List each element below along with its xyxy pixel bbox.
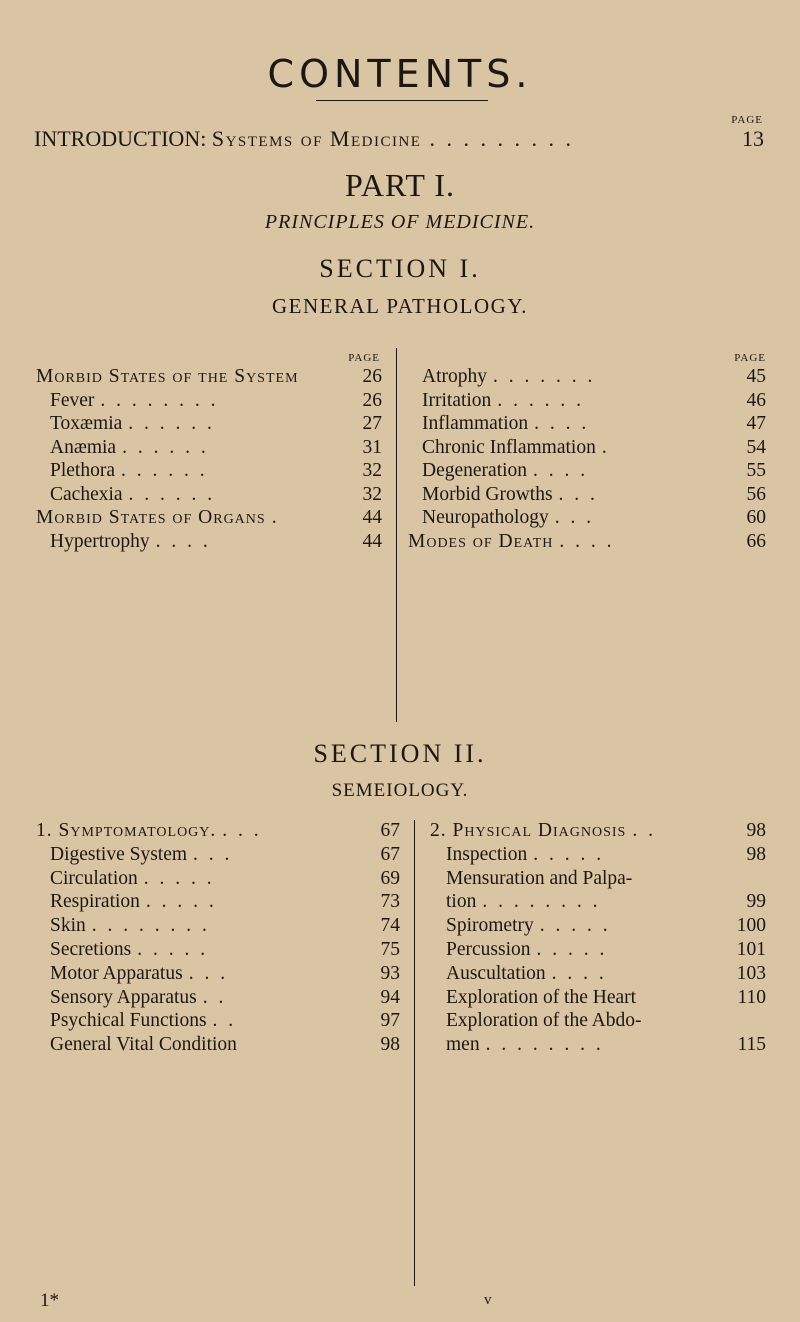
- toc-leader-dots: . . . . .: [143, 867, 215, 889]
- toc-entry: [50, 939, 400, 961]
- toc-entry-page: 99: [746, 891, 766, 913]
- toc-entry: [50, 1034, 400, 1056]
- toc-entry-label: Degeneration: [422, 460, 528, 481]
- toc-entry-page: 66: [746, 530, 766, 552]
- toc-entry-page: 97: [380, 1010, 400, 1032]
- toc-leader-dots: . . .: [222, 820, 262, 841]
- toc-entry-page: 56: [746, 483, 766, 505]
- toc-leader-dots: . . . . .: [145, 891, 217, 913]
- toc-entry-label: Fever: [50, 389, 95, 411]
- toc-entry: [50, 531, 382, 553]
- toc-entry-page: 27: [362, 413, 382, 434]
- toc-entry-label: Skin: [50, 915, 86, 937]
- section-2-title: SECTION II.: [313, 739, 487, 768]
- toc-entry: [446, 1034, 766, 1056]
- page-column-header: PAGE: [734, 352, 766, 364]
- toc-leader-dots: . . . .: [534, 413, 590, 434]
- toc-leader-dots: . . . . .: [137, 939, 209, 960]
- intro-label: INTRODUCTION:: [34, 126, 207, 151]
- toc-entry: [446, 868, 766, 890]
- toc-entry-label: Auscultation: [446, 962, 546, 984]
- toc-entry-label: Psychical Functions: [50, 1010, 207, 1032]
- toc-entry-page: 47: [746, 413, 766, 434]
- toc-entry-label: Digestive System: [50, 843, 188, 865]
- toc-entry-page: 60: [746, 507, 766, 528]
- section-2-subtitle: SEMEIOLOGY.: [331, 780, 469, 801]
- toc-entry: [50, 963, 400, 985]
- toc-entry-page: 55: [746, 460, 766, 481]
- toc-entry-label: General Vital Condition: [50, 1034, 237, 1056]
- toc-entry: [50, 868, 400, 890]
- introduction-entry: [34, 126, 764, 152]
- toc-entry: [50, 413, 382, 435]
- section-1-title: SECTION I.: [319, 254, 481, 283]
- toc-leader-dots: . . . .: [559, 530, 615, 552]
- title-rule: [316, 100, 488, 101]
- toc-leader-dots: . . . .: [155, 530, 211, 552]
- toc-entry-label: Morbid States of the System: [36, 366, 299, 387]
- toc-entry-page: 31: [362, 436, 382, 458]
- toc-entry: [50, 915, 400, 937]
- toc-leader-dots: . . . .: [533, 460, 589, 481]
- toc-entry: [422, 507, 766, 529]
- signature-mark: 1*: [40, 1290, 59, 1311]
- toc-entry-page: 45: [746, 366, 766, 387]
- section-2-column-divider: [414, 820, 415, 1286]
- toc-entry: [50, 390, 382, 412]
- toc-entry-page: 67: [380, 820, 400, 841]
- toc-entry-label: Mensuration and Palpa-: [446, 867, 633, 889]
- toc-entry-label: Chronic Inflammation: [422, 436, 596, 458]
- section-1-subtitle: GENERAL PATHOLOGY.: [271, 294, 529, 318]
- toc-entry: [422, 460, 766, 482]
- toc-entry-page: 98: [380, 1034, 400, 1056]
- toc-entry-label: Anæmia: [50, 436, 117, 458]
- toc-entry: [422, 484, 766, 506]
- toc-leader-dots: . .: [202, 986, 227, 1008]
- section-1-column-divider: [396, 348, 397, 722]
- toc-entry: [422, 366, 766, 388]
- toc-entry-page: 100: [736, 915, 766, 937]
- toc-entry-label: Inflammation: [422, 413, 529, 434]
- toc-leader-dots: .: [271, 507, 280, 528]
- toc-entry-label: Exploration of the Abdo-: [446, 1010, 642, 1032]
- toc-leader-dots: . . . . . . .: [493, 366, 596, 387]
- toc-leader-dots: . . . . . .: [122, 436, 209, 458]
- contents-title: CONTENTS.: [267, 52, 533, 96]
- toc-leader-dots: . . . . . .: [128, 483, 216, 505]
- toc-entry-page: 110: [737, 986, 766, 1008]
- toc-entry-label: Modes of Death: [408, 530, 554, 552]
- toc-entry-page: 103: [736, 962, 766, 984]
- toc-entry-page: 32: [362, 483, 382, 505]
- intro-leader-dots: . . . . . . . . .: [429, 126, 574, 151]
- toc-entry-page: 75: [380, 939, 400, 960]
- toc-entry-page: 98: [746, 843, 766, 865]
- toc-entry: [50, 844, 400, 866]
- toc-entry-label: Plethora: [50, 460, 115, 481]
- toc-entry: [50, 484, 382, 506]
- toc-entry: [422, 390, 766, 412]
- toc-leader-dots: .: [601, 436, 610, 458]
- toc-entry-page: 115: [737, 1034, 766, 1056]
- toc-entry-page: 54: [746, 436, 766, 458]
- toc-entry-label: tion: [446, 891, 477, 913]
- toc-entry-page: 93: [380, 962, 400, 984]
- toc-entry-page: 32: [362, 460, 382, 481]
- toc-entry: [408, 531, 766, 553]
- toc-entry: [446, 844, 766, 866]
- toc-leader-dots: . .: [632, 820, 656, 841]
- toc-entry-label: Cachexia: [50, 483, 123, 505]
- toc-leader-dots: . .: [212, 1010, 237, 1032]
- toc-entry-label: Atrophy: [422, 366, 487, 387]
- toc-entry-label: Morbid States of Organs: [36, 507, 266, 528]
- toc-entry: [446, 1010, 766, 1032]
- toc-leader-dots: . . . . .: [536, 939, 608, 960]
- toc-entry: [36, 366, 382, 388]
- toc-entry-label: Respiration: [50, 891, 140, 913]
- toc-leader-dots: . . .: [554, 507, 595, 528]
- toc-entry: [430, 820, 766, 842]
- toc-entry-label: 1. Symptomatology.: [36, 820, 217, 841]
- toc-leader-dots: . . . .: [551, 962, 607, 984]
- toc-leader-dots: . . . . . . . .: [485, 1034, 604, 1056]
- toc-entry-page: 67: [380, 843, 400, 865]
- intro-page: 13: [742, 126, 764, 151]
- toc-entry-page: 46: [746, 389, 766, 411]
- toc-entry: [50, 437, 382, 459]
- intro-title: Systems of Medicine: [211, 126, 422, 151]
- toc-leader-dots: . . .: [558, 483, 598, 505]
- toc-entry: [50, 891, 400, 913]
- toc-leader-dots: . . . . . .: [128, 413, 215, 434]
- toc-entry: [36, 507, 382, 529]
- toc-entry-page: 69: [380, 867, 400, 889]
- toc-entry-label: 2. Physical Diagnosis: [430, 820, 627, 841]
- toc-entry-label: Sensory Apparatus: [50, 986, 197, 1008]
- toc-entry: [446, 987, 766, 1009]
- toc-entry-label: Irritation: [422, 389, 492, 411]
- toc-leader-dots: . . .: [188, 962, 229, 984]
- toc-entry: [50, 460, 382, 482]
- toc-leader-dots: . . . . . . . .: [482, 891, 601, 913]
- toc-leader-dots: . . . . .: [539, 915, 611, 937]
- toc-entry-label: Morbid Growths: [422, 483, 553, 505]
- toc-entry-label: Circulation: [50, 867, 138, 889]
- toc-entry-label: Spirometry: [446, 915, 534, 937]
- toc-entry-label: Motor Apparatus: [50, 962, 183, 984]
- toc-leader-dots: . . . . . . . .: [91, 915, 210, 937]
- toc-leader-dots: . . . . .: [533, 843, 605, 865]
- toc-entry-label: Secretions: [50, 939, 132, 960]
- toc-entry-label: Neuropathology: [422, 507, 549, 528]
- toc-entry-label: Exploration of the Heart: [446, 986, 637, 1008]
- toc-entry-page: 44: [362, 530, 382, 552]
- toc-entry-page: 74: [380, 915, 400, 937]
- toc-entry: [446, 891, 766, 913]
- toc-leader-dots: . . . . . .: [120, 460, 208, 481]
- toc-entry-label: men: [446, 1034, 480, 1056]
- toc-entry: [446, 915, 766, 937]
- toc-entry-label: Percussion: [446, 939, 531, 960]
- toc-entry-page: 101: [736, 939, 766, 960]
- toc-entry-page: 98: [746, 820, 766, 841]
- toc-leader-dots: . . .: [193, 843, 233, 865]
- toc-entry-label: Toxæmia: [50, 413, 123, 434]
- toc-entry: [446, 939, 766, 961]
- toc-leader-dots: . . . . . .: [497, 389, 584, 411]
- toc-entry-page: 73: [380, 891, 400, 913]
- toc-leader-dots: . . . . . . . .: [100, 389, 219, 411]
- toc-entry-page: 26: [362, 366, 382, 387]
- toc-entry-page: 26: [362, 389, 382, 411]
- page-column-header: PAGE: [348, 352, 380, 364]
- toc-entry: [422, 437, 766, 459]
- toc-entry-page: 44: [362, 507, 382, 528]
- part-title: PART I.: [344, 167, 455, 203]
- page-column-header: PAGE: [731, 114, 763, 126]
- page-numeral: v: [484, 1292, 492, 1308]
- toc-entry-label: Inspection: [446, 843, 528, 865]
- part-subtitle: PRINCIPLES OF MEDICINE.: [264, 211, 536, 233]
- toc-entry: [50, 987, 400, 1009]
- toc-entry: [36, 820, 400, 842]
- toc-entry-label: Hypertrophy: [50, 530, 150, 552]
- toc-entry-page: 94: [380, 986, 400, 1008]
- toc-entry: [446, 963, 766, 985]
- toc-entry: [50, 1010, 400, 1032]
- toc-entry: [422, 413, 766, 435]
